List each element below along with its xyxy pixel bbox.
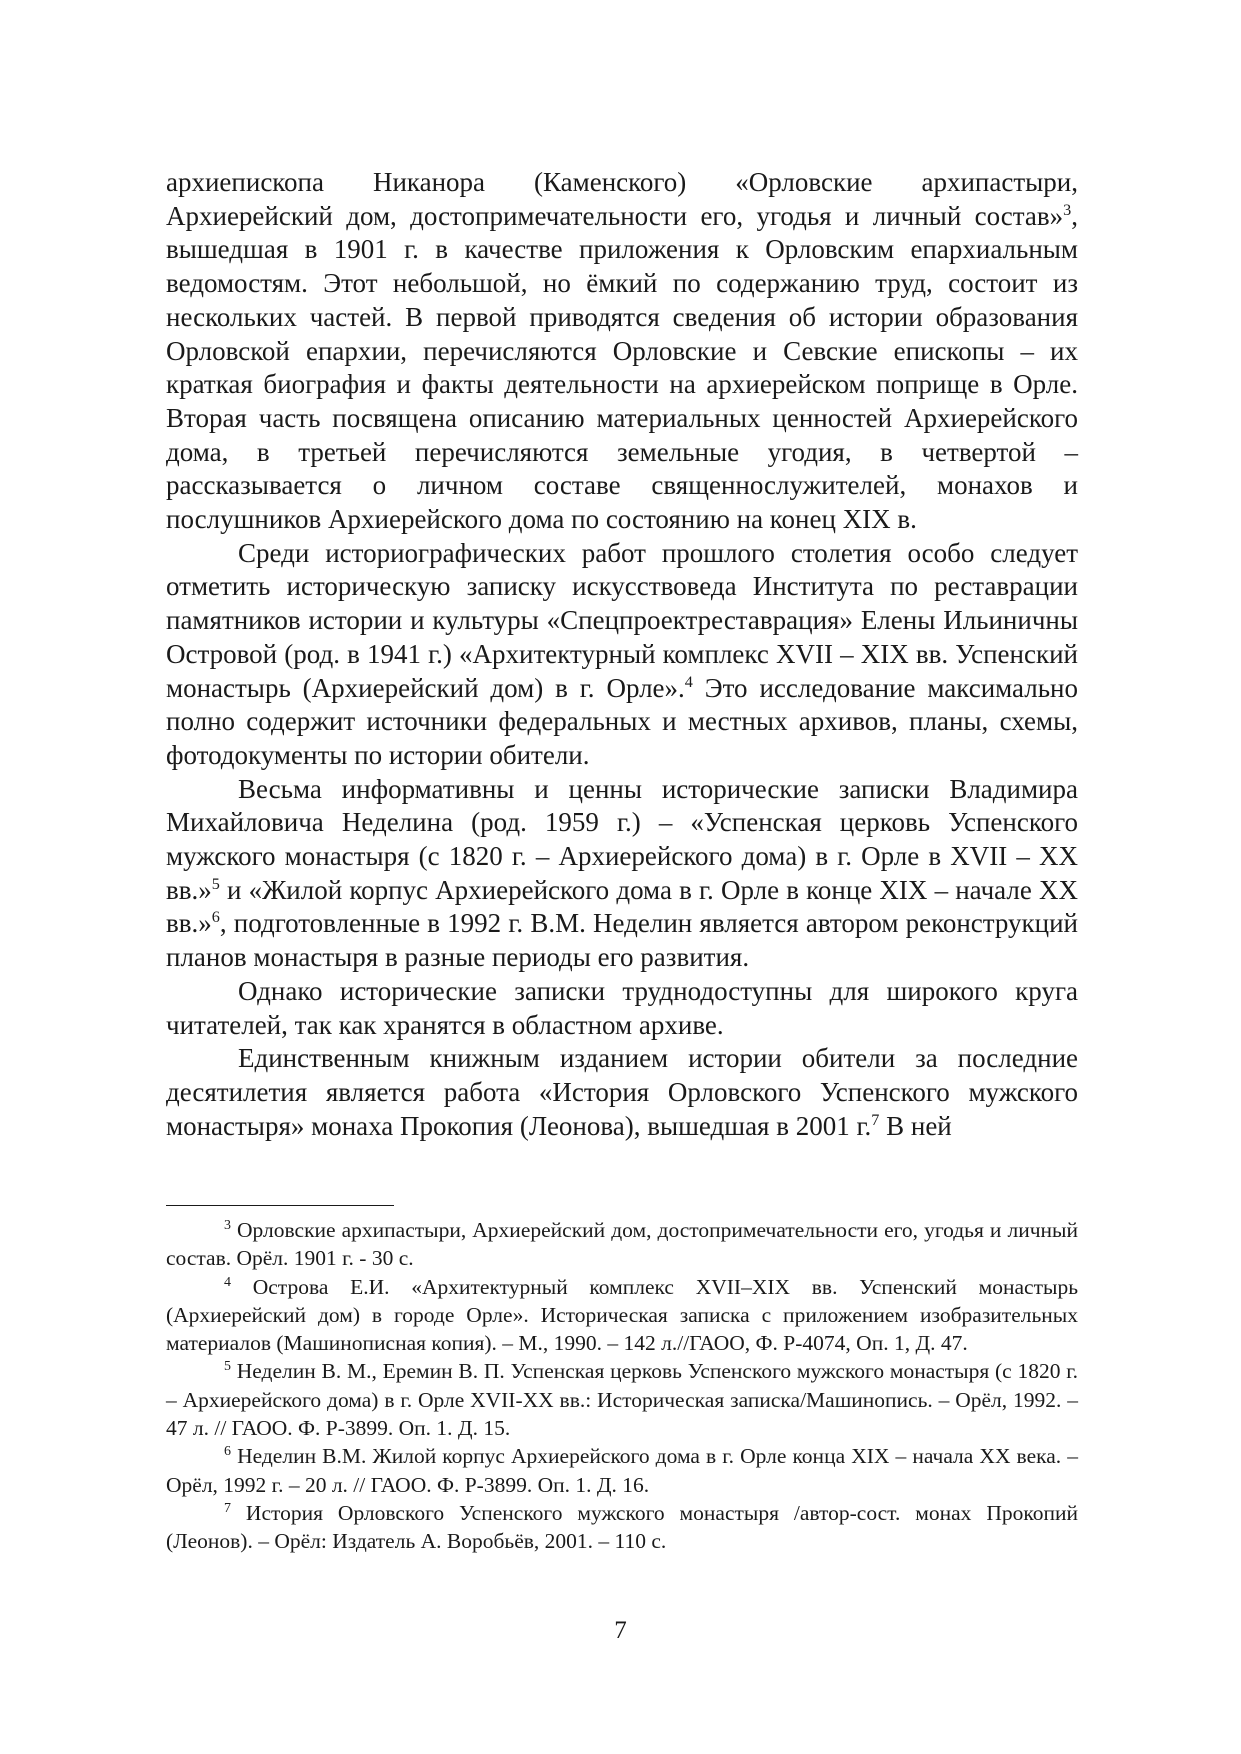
paragraph-5-text-b: В ней <box>879 1110 952 1141</box>
footnote-number: 4 <box>224 1274 231 1290</box>
footnote-ref-6[interactable]: 6 <box>211 908 220 927</box>
footnote-4 <box>166 1273 1078 1358</box>
footnote-text: Орловские архипастыри, Архиерейский дом, достопримечательности его, угодья и личный состав. Орёл. 1901 г. - 30 с. <box>166 1218 1078 1271</box>
footnote-number: 7 <box>224 1500 231 1516</box>
page-number: 7 <box>614 1617 627 1644</box>
footnote-ref-7[interactable]: 7 <box>871 1110 880 1129</box>
paragraph-3-text-a: Весьма информативны и ценны исторические записки Владимира Михайловича Неделина (род. 1959 г.) – «Успенская церковь Успенского мужского монастыря (с 1820 г. – Архиерейского дома) в г. Орле в XVII – XX вв.» <box>166 773 1078 905</box>
footnote-ref-3[interactable]: 3 <box>1063 200 1072 219</box>
paragraph-5 <box>166 1042 1078 1143</box>
paragraph-3-text-b: и «Жилой корпус Архиерейского дома в г. Орле в конце XIX – начале XX вв.» <box>166 874 1078 939</box>
footnote-ref-5[interactable]: 5 <box>211 874 220 893</box>
paragraph-2-text-b: Это исследование максимально полно содержит источники федеральных и местных архивов, планы, схемы, фотодокументы по истории обители. <box>166 672 1078 770</box>
footnote-number: 6 <box>224 1444 231 1460</box>
main-text <box>166 166 1078 1143</box>
paragraph-1 <box>166 166 1078 537</box>
footnote-3 <box>166 1216 1078 1273</box>
paragraph-1-text-a: архиепископа Никанора (Каменского) «Орловские архипастыри, Архиерейский дом, достопримечательности его, угодья и личный состав» <box>166 167 1078 231</box>
footnote-ref-4[interactable]: 4 <box>684 672 693 691</box>
footnote-text: Неделин В.М. Жилой корпус Архиерейского дома в г. Орле конца XIX – начала XX века. – Орёл, 1992 г. – 20 л. // ГАОО. Ф. Р-3899. Оп. 1. Д. 16. <box>166 1444 1078 1497</box>
footnote-text: Острова Е.И. «Архитектурный комплекс XVII–XIX вв. Успенский монастырь (Архиерейский дом) в городе Орле». Историческая записка с приложением изобразительных материалов (Машинописная копия). – М., 1990. – 142 л.//ГАОО, Ф. Р-4074, Оп. 1, Д. 47. <box>166 1274 1078 1356</box>
footnote-number: 3 <box>224 1217 231 1233</box>
footnote-divider <box>166 1205 394 1206</box>
paragraph-5-text-a: Единственным книжным изданием истории обители за последние десятилетия является работа «История Орловского Успенского мужского монастыря» монаха Прокопия (Леонова), вышедшая в 2001 г. <box>166 1043 1078 1141</box>
paragraph-3-text-c: , подготовленные в 1992 г. В.М. Неделин является автором реконструкций планов монастыря в разные периоды его развития. <box>166 908 1078 973</box>
footnotes <box>166 1216 1078 1556</box>
footnote-5 <box>166 1357 1078 1442</box>
footnote-number: 5 <box>224 1359 231 1375</box>
footnote-7 <box>166 1499 1078 1556</box>
paragraph-3 <box>166 773 1078 975</box>
paragraph-2 <box>166 537 1078 773</box>
footnote-text: Неделин В. М., Еремин В. П. Успенская церковь Успенского мужского монастыря (с 1820 г. – Архиерейского дома) в г. Орле XVII-XX вв.: Историческая записка/Машинопись. – Орёл, 1992. – 47 л. // ГАОО. Ф. Р-3899. Оп. 1. Д. 15. <box>166 1359 1078 1441</box>
footnote-text: История Орловского Успенского мужского монастыря /автор-сост. монах Прокопий (Леонов). – Орёл: Издатель А. Воробьёв, 2001. – 110 с. <box>166 1500 1078 1554</box>
paragraph-4: Однако исторические записки труднодоступны для широкого круга читателей, так как хранятся в областном архиве. <box>166 975 1078 1040</box>
paragraph-1-text-b: , вышедшая в 1901 г. в качестве приложения к Орловским епархиальным ведомостям. Этот небольшой, но ёмкий по содержанию труд, состоит из нескольких частей. В первой приводятся сведения об истории образования Орловской епархии, перечисляются Орловские и Севские епископы – их краткая биография и факты деятельности на архиерейском поприще в Орле. Вторая часть посвящена описанию материальных ценностей Архиерейского дома, в третьей перечисляются земельные угодия, в четвертой – рассказывается о личном составе священнослужителей, монахов и послушников Архиерейского дома по состоянию на конец XIX в. <box>166 200 1078 535</box>
paragraph-2-text-a: Среди историографических работ прошлого столетия особо следует отметить историческую записку искусствоведа Института по реставрации памятников истории и культуры «Спецпроектреставрация» Елены Ильиничны Островой (род. в 1941 г.) «Архитектурный комплекс XVII – XIX вв. Успенский монастырь (Архиерейский дом) в г. Орле». <box>166 537 1078 703</box>
footnote-6 <box>166 1442 1078 1499</box>
